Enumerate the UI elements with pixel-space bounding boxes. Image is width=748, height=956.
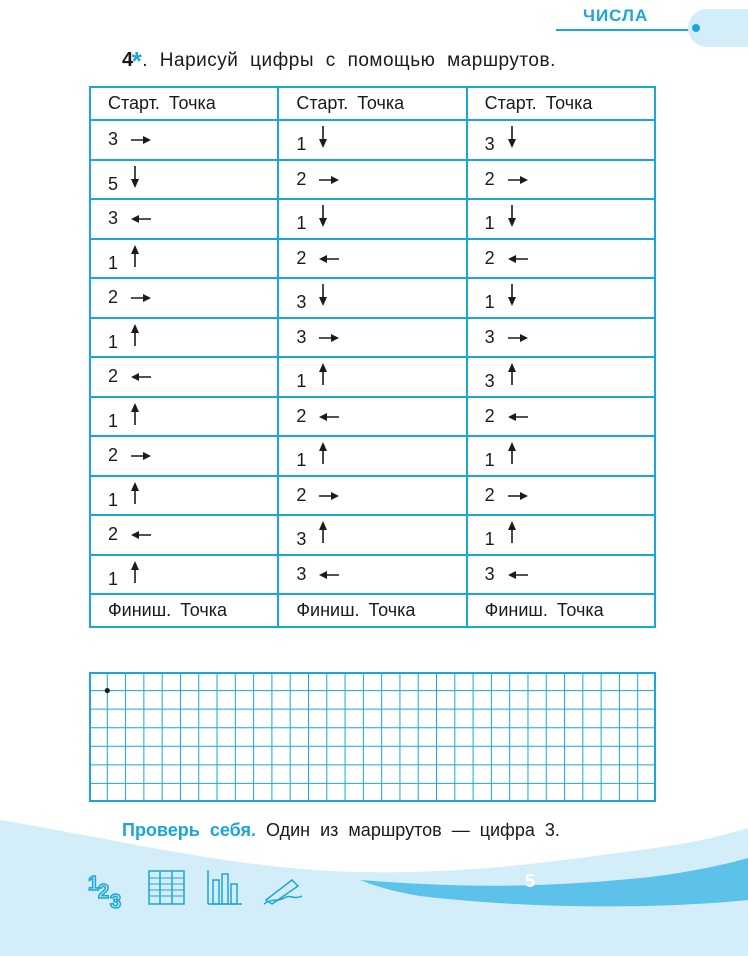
start-point (105, 688, 110, 693)
arrow-right-icon (507, 327, 529, 348)
route-cell (278, 160, 466, 200)
route-step (485, 204, 517, 233)
route-step (108, 560, 140, 589)
grid-border (90, 673, 655, 801)
table-row (90, 555, 655, 595)
svg-text:2: 2 (98, 881, 110, 903)
route-step (485, 564, 529, 585)
route-cell (467, 436, 655, 476)
arrow-down-icon (507, 125, 517, 154)
table-row (90, 278, 655, 318)
check-text: Один из маршрутов — цифра 3. (266, 820, 560, 840)
task-number: 4 (122, 49, 134, 71)
step-count: 3 (296, 292, 307, 313)
arrow-up-icon (130, 402, 140, 431)
step-count: 5 (108, 173, 119, 194)
route-step (296, 520, 328, 549)
route-cell (467, 555, 655, 595)
route-cell (90, 357, 278, 397)
route-step (108, 402, 140, 431)
table-row (90, 120, 655, 160)
arrow-up-icon (130, 481, 140, 510)
arrow-up-icon (318, 520, 328, 549)
step-count: 2 (296, 405, 307, 426)
arrow-left-icon (318, 406, 340, 427)
step-count: 3 (484, 563, 495, 584)
route-cell (90, 476, 278, 516)
arrow-left-icon (318, 248, 340, 269)
table-row (90, 239, 655, 279)
arrow-right-icon (130, 287, 152, 308)
route-cell (90, 515, 278, 555)
step-count: 3 (484, 134, 495, 155)
route-cell (90, 120, 278, 160)
route-step (108, 323, 140, 352)
step-count: 1 (484, 213, 495, 234)
arrow-up-icon (318, 441, 328, 470)
step-count: 3 (484, 371, 495, 392)
route-cell (278, 555, 466, 595)
table-footer-row (90, 594, 655, 627)
arrow-left-icon (507, 248, 529, 269)
step-count: 2 (296, 247, 307, 268)
arrow-up-icon (130, 323, 140, 352)
route-step (296, 204, 328, 233)
step-count: 2 (296, 484, 307, 505)
routes-table (89, 86, 656, 628)
start-cell: Старт. Точка (467, 87, 655, 120)
route-step (296, 362, 328, 391)
step-count: 1 (108, 410, 119, 431)
section-dot (692, 24, 700, 32)
route-step (485, 441, 517, 470)
route-cell (278, 515, 466, 555)
step-count: 1 (108, 252, 119, 273)
svg-text:3: 3 (110, 891, 122, 910)
table-row (90, 476, 655, 516)
step-count: 1 (484, 450, 495, 471)
step-count: 1 (484, 292, 495, 313)
route-cell (467, 120, 655, 160)
step-count: 1 (108, 489, 119, 510)
drawing-grid[interactable] (89, 672, 656, 802)
route-step (108, 244, 140, 273)
arrow-left-icon (130, 366, 152, 387)
route-step (108, 481, 140, 510)
route-cell (467, 239, 655, 279)
route-cell (467, 357, 655, 397)
step-count: 2 (108, 445, 119, 466)
route-cell (278, 357, 466, 397)
route-cell (90, 160, 278, 200)
table-row (90, 199, 655, 239)
step-count: 3 (108, 208, 119, 229)
route-cell (467, 515, 655, 555)
finish-cell: Финиш. Точка (278, 594, 466, 627)
step-count: 3 (296, 563, 307, 584)
section-label: ЧИСЛА (583, 6, 649, 25)
step-count: 3 (296, 529, 307, 550)
route-step (296, 283, 328, 312)
route-step (296, 564, 340, 585)
arrow-down-icon (507, 204, 517, 233)
table-row (90, 397, 655, 437)
route-cell (90, 318, 278, 358)
route-cell (467, 476, 655, 516)
step-count: 2 (108, 287, 119, 308)
check-title: Проверь себя. (122, 820, 256, 840)
table-row (90, 515, 655, 555)
step-count: 2 (108, 524, 119, 545)
start-cell: Старт. Точка (278, 87, 466, 120)
arrow-down-icon (507, 283, 517, 312)
arrow-left-icon (507, 406, 529, 427)
step-count: 3 (108, 129, 119, 150)
arrow-up-icon (318, 362, 328, 391)
step-count: 1 (108, 331, 119, 352)
route-step (296, 327, 340, 348)
step-count: 1 (296, 213, 307, 234)
arrow-up-icon (130, 244, 140, 273)
route-step (108, 524, 152, 545)
table-row (90, 436, 655, 476)
step-count: 1 (108, 568, 119, 589)
table-header-row (90, 87, 655, 120)
table-row (90, 357, 655, 397)
arrow-up-icon (507, 362, 517, 391)
route-step (108, 366, 152, 387)
route-cell (467, 278, 655, 318)
table-row (90, 160, 655, 200)
route-step (108, 287, 152, 308)
route-step (296, 248, 340, 269)
route-cell (90, 436, 278, 476)
route-cell (278, 397, 466, 437)
route-cell (278, 476, 466, 516)
route-cell (278, 278, 466, 318)
arrow-right-icon (318, 327, 340, 348)
arrow-left-icon (318, 564, 340, 585)
route-step (485, 283, 517, 312)
arrow-down-icon (318, 125, 328, 154)
route-cell (278, 120, 466, 160)
finish-cell: Финиш. Точка (90, 594, 278, 627)
route-step (485, 327, 529, 348)
route-cell (90, 278, 278, 318)
pencil-icon (262, 876, 304, 911)
start-cell: Старт. Точка (90, 87, 278, 120)
arrow-right-icon (507, 485, 529, 506)
arrow-left-icon (130, 208, 152, 229)
step-count: 3 (484, 326, 495, 347)
step-count: 2 (484, 247, 495, 268)
step-count: 3 (296, 326, 307, 347)
arrow-down-icon (318, 283, 328, 312)
route-step (108, 208, 152, 229)
route-step (296, 125, 328, 154)
abacus-icon (148, 870, 186, 911)
arrow-left-icon (130, 524, 152, 545)
step-count: 2 (484, 168, 495, 189)
route-cell (278, 199, 466, 239)
route-cell (90, 555, 278, 595)
arrow-left-icon (507, 564, 529, 585)
step-count: 2 (296, 168, 307, 189)
arrow-up-icon (507, 441, 517, 470)
route-step (485, 362, 517, 391)
route-cell (467, 318, 655, 358)
arrow-down-icon (318, 204, 328, 233)
route-step (485, 406, 529, 427)
bar-chart-icon (204, 868, 244, 913)
route-step (108, 445, 152, 466)
route-step (296, 169, 340, 190)
route-cell (278, 436, 466, 476)
route-step (296, 441, 328, 470)
route-step (296, 485, 340, 506)
arrow-right-icon (318, 485, 340, 506)
arrow-right-icon (318, 169, 340, 190)
route-step (108, 129, 152, 150)
step-count: 2 (108, 366, 119, 387)
star-icon: * (131, 46, 143, 76)
arrow-up-icon (507, 520, 517, 549)
page-number: 5 (525, 871, 536, 891)
step-count: 1 (484, 529, 495, 550)
route-step (108, 165, 140, 194)
route-step (485, 169, 529, 190)
task-text: . Нарисуй цифры с помощью маршрутов. (142, 50, 556, 71)
route-cell (278, 239, 466, 279)
step-count: 1 (296, 134, 307, 155)
route-cell (467, 397, 655, 437)
route-step (296, 406, 340, 427)
route-step (485, 125, 517, 154)
svg-text:1: 1 (88, 873, 100, 895)
route-cell (278, 318, 466, 358)
step-count: 1 (296, 371, 307, 392)
task-heading (122, 46, 556, 77)
table-row (90, 318, 655, 358)
arrow-right-icon (130, 445, 152, 466)
step-count: 2 (484, 484, 495, 505)
route-cell (90, 397, 278, 437)
arrow-right-icon (130, 129, 152, 150)
section-underline (556, 29, 696, 31)
route-step (485, 520, 517, 549)
route-cell (90, 239, 278, 279)
grid-canvas[interactable] (89, 672, 656, 802)
route-cell (90, 199, 278, 239)
arrow-up-icon (130, 560, 140, 589)
route-cell (467, 160, 655, 200)
step-count: 2 (484, 405, 495, 426)
step-count: 1 (296, 450, 307, 471)
route-step (485, 485, 529, 506)
route-step (485, 248, 529, 269)
finish-cell: Финиш. Точка (467, 594, 655, 627)
numbers-123-icon (88, 870, 128, 915)
route-cell (467, 199, 655, 239)
arrow-right-icon (507, 169, 529, 190)
arrow-down-icon (130, 165, 140, 194)
